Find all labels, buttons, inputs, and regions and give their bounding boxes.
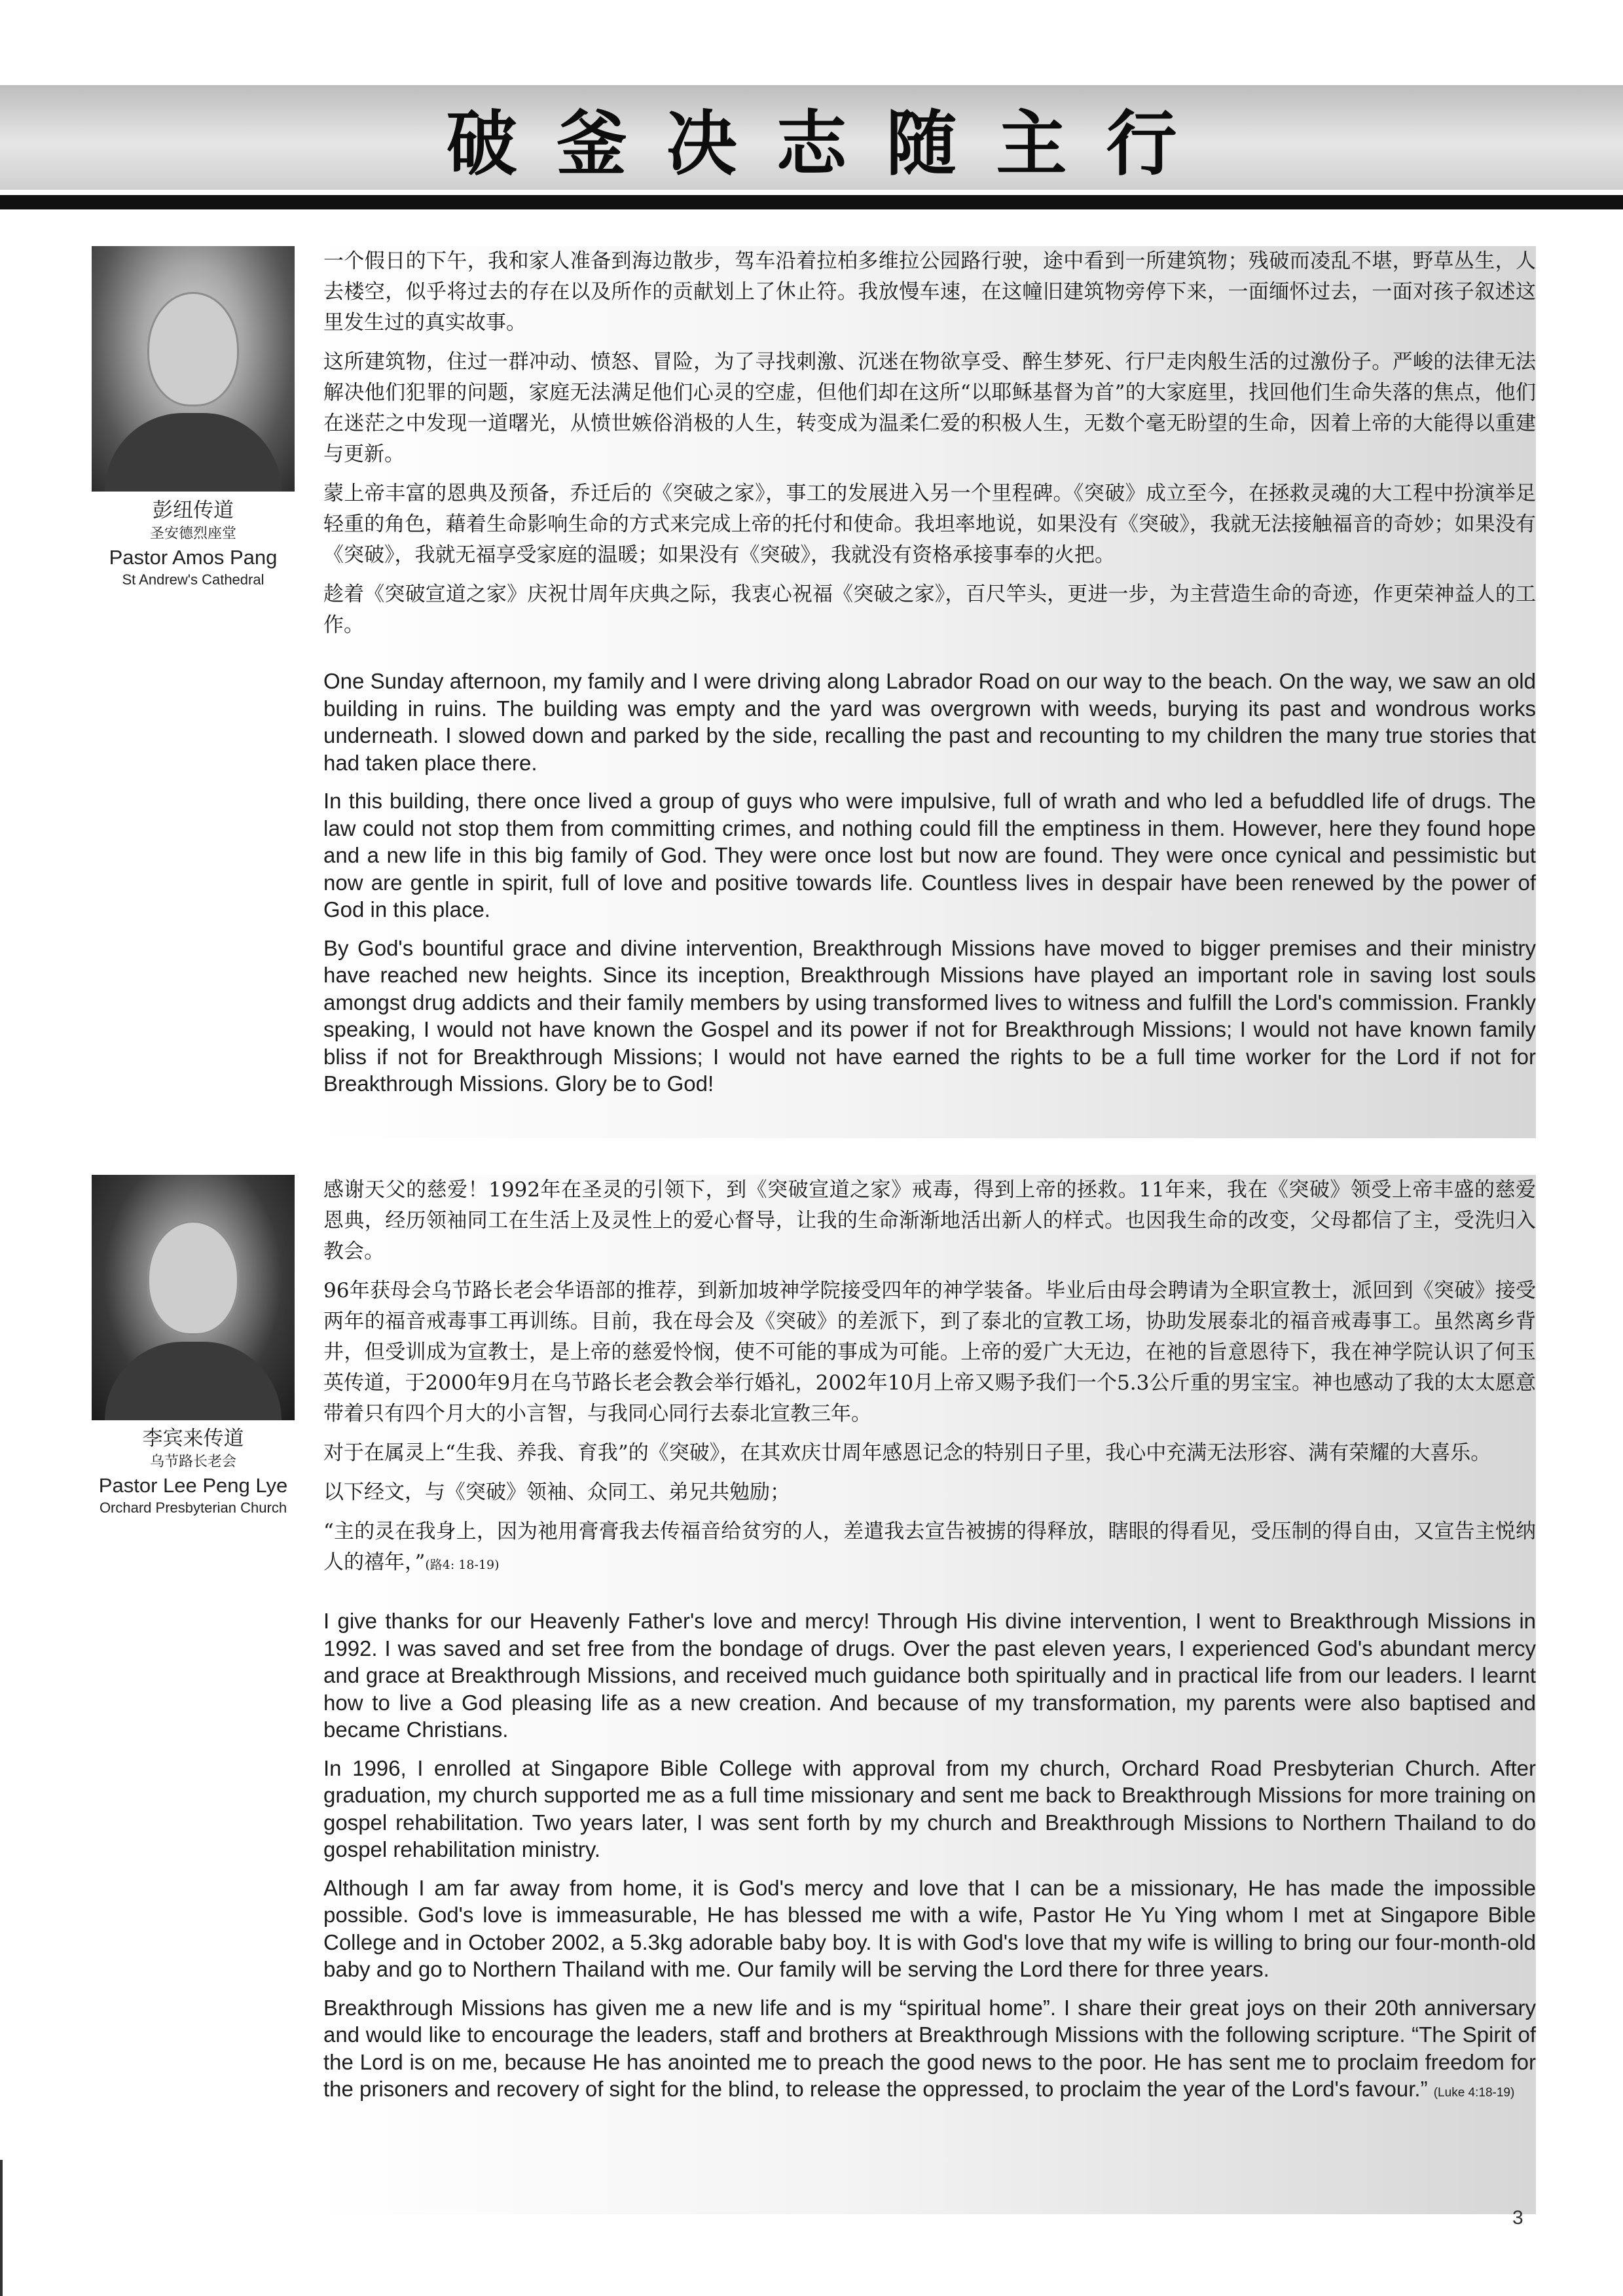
paragraph-en: Although I am far away from home, it is God's mercy and love that I can be a missionary, He has made the impossible possible. God's love is immeasurable, He has blessed me with a wife, Pastor He Yu Ying whom I met at Singapore Bible College and in October 2002, a 5.3kg adorable baby boy. It is with God's love that my wife is willing to bring our four-month-old baby and go to Northern Thailand with me. Our family will be serving the Lord there for three years.: [323, 1875, 1536, 1981]
paragraph-zh: 趁着《突破宣道之家》庆祝廿周年庆典之际，我衷心祝福《突破之家》，百尺竿头，更进一步，为主营造生命的奇迹，作更荣神益人的工作。: [323, 583, 1536, 637]
portrait-photo-lee-peng-lye: [92, 1175, 295, 1420]
paragraph-zh: 蒙上帝丰富的恩典及预备，乔迁后的《突破之家》，事工的发展进入另一个里程碑。《突破》成立至今，在拯救灵魂的大工程中扮演举足轻重的角色，藉着生命影响生命的方式来完成上帝的托付和使命。我坦率地说，如果没有《突破》，我就无法接触福音的奇妙；如果没有《突破》，我就无福享受家庭的温暖；如果没有《突破》，我就没有资格承接事奉的火把。: [323, 482, 1536, 567]
page-title: 破釜决志随主行: [446, 102, 1216, 185]
scripture-paragraph-en: [323, 1994, 1536, 2107]
spacer: [323, 649, 1536, 668]
paragraph-en: By God's bountiful grace and divine intervention, Breakthrough Missions have moved to bigger premises and their ministry have reached new heights. Since its inception, Breakthrough Missions have played an important role in saving lost souls amongst drug addicts and their family members by using transformed lives to witness and fulfill the Lord's commission. Frankly speaking, I would not have known the Gospel and its power if not for Breakthrough Missions; I would not have known family bliss if not for Breakthrough Missions; I would not have earned the rights to be a full time worker for the Lord if not for Breakthrough Missions. Glory be to God!: [323, 935, 1536, 1096]
header-rule: [0, 195, 1623, 209]
paragraph-zh: 感谢天父的慈爱！1992年在圣灵的引领下，到《突破宣道之家》戒毒，得到上帝的拯救。11年来，我在《突破》领受上帝丰盛的慈爱恩典，经历领袖同工在生活上及灵性上的爱心督导，让我的生命渐渐地活出新人的样式。也因我生命的改变，父母都信了主，受洗归入教会。: [323, 1178, 1536, 1263]
author-church-zh: 圣安德烈座堂: [149, 526, 236, 542]
paragraph-en: I give thanks for our Heavenly Father's love and mercy! Through His divine intervention, I went to Breakthrough Missions in 1992. I was saved and set free from the bondage of drugs. Over the past eleven years, I experienced God's abundant mercy and grace at Breakthrough Missions, and received much guidance both spiritually and in practical life from our leaders. I learnt how to live a God pleasing life as a new creation. And because of my transformation, my parents were also baptised and became Christians.: [323, 1609, 1536, 1742]
author-name-en: Pastor Lee Peng Lye: [98, 1474, 288, 1497]
portrait-photo-amos-pang: [92, 246, 295, 492]
author-name-zh: 李宾来传道: [142, 1427, 244, 1450]
portrait-shoulders: [105, 1342, 282, 1420]
author-church-en: Orchard Presbyterian Church: [99, 1499, 287, 1516]
scripture-text-en: Breakthrough Missions has given me a new life and is my “spiritual home”. I share their great joys on their 20th anniversary and would like to encourage the leaders, staff and brothers at Breakthrough Missions with the following scripture. “The Spirit of the Lord is on me, because He has anointed me to preach the good news to the poor. He has sent me to proclaim freedom for the prisoners and recovery of sight for the blind, to release the oppressed, to proclaim the year of the Lord's favour.”: [323, 1995, 1536, 2101]
portrait-face: [147, 292, 239, 406]
edge-mark: [0, 2160, 3, 2296]
caption-amos-pang: [79, 497, 308, 589]
portrait-shoulders: [105, 413, 282, 492]
page-number: 3: [1512, 2207, 1523, 2229]
paragraph-zh: 以下经文，与《突破》领袖、众同工、弟兄共勉励；: [323, 1480, 790, 1504]
caption-lee-peng-lye: [79, 1426, 308, 1517]
spacer: [323, 1589, 1536, 1607]
scripture-quote-zh: [323, 1516, 1536, 1581]
paragraph-en: In this building, there once lived a group of guys who were impulsive, full of wrath and who led a befuddled life of drugs. The law could not stop them from committing crimes, and nothing could fill the emptiness in them. However, here they found hope and a new life in this big family of God. They were once lost but now are found. They were once cynical and pessimistic but now are gentle in spirit, full of love and positive towards life. Countless lives in despair have been renewed by the power of God in this place.: [323, 789, 1536, 922]
paragraph-zh: 一个假日的下午，我和家人准备到海边散步，驾车沿着拉柏多维拉公园路行驶，途中看到一所建筑物；残破而凌乱不堪，野草丛生，人去楼空，似乎将过去的存在以及所作的贡献划上了休止符。我放慢车速，在这幢旧建筑物旁停下来，一面缅怀过去，一面对孩子叙述这里发生过的真实故事。: [323, 249, 1536, 334]
author-name-en: Pastor Amos Pang: [109, 546, 278, 569]
paragraph-en: One Sunday afternoon, my family and I were driving along Labrador Road on our way to the beach. On the way, we saw an old building in ruins. The building was empty and the yard was overgrown with weeds, burying its past and wondrous works underneath. I slowed down and parked by the side, recalling the past and recounting to my children the many true stories that had taken place there.: [323, 669, 1536, 775]
testimony-panel-amos-pang: [312, 246, 1536, 1138]
scripture-text-zh: “主的灵在我身上，因为祂用膏膏我去传福音给贫穷的人，差遣我去宣告被掳的得释放，瞎眼的得看见，受压制的得自由，又宣告主悦纳人的禧年，”: [323, 1520, 1536, 1574]
paragraph-zh: 这所建筑物，住过一群冲动、愤怒、冒险，为了寻找刺激、沉迷在物欲享受、醉生梦死、行尸走肉般生活的过激份子。严峻的法律无法解决他们犯罪的问题，家庭无法满足他们心灵的空虚，但他们却在这所“以耶稣基督为首”的大家庭里，找回他们生命失落的焦点，他们在迷茫之中发现一道曙光，从愤世嫉俗消极的人生，转变成为温柔仁爱的积极人生，无数个毫无盼望的生命，因着上帝的大能得以重建与更新。: [323, 350, 1536, 466]
paragraph-zh: 96年获母会乌节路长老会华语部的推荐，到新加坡神学院接受四年的神学装备。毕业后由母会聘请为全职宣教士，派回到《突破》接受两年的福音戒毒事工再训练。目前，我在母会及《突破》的差派下，到了泰北的宣教工场，协助发展泰北的福音戒毒事工。虽然离乡背井，但受训成为宣教士，是上帝的慈爱怜悯，使不可能的事成为可能。上帝的爱广大无边，在祂的旨意恩待下，我在神学院认识了何玉英传道，于2000年9月在乌节路长老会教会举行婚礼，2002年10月上帝又赐予我们一个5.3公斤重的男宝宝。神也感动了我的太太愿意带着只有四个月大的小言智，与我同心同行去泰北宣教三年。: [323, 1279, 1536, 1426]
header-banner: [0, 85, 1623, 190]
paragraph-zh: 对于在属灵上“生我、养我、育我”的《突破》，在其欢庆廿周年感恩记念的特别日子里，我心中充满无法形容、满有荣耀的大喜乐。: [323, 1441, 1491, 1465]
author-church-zh: 乌节路长老会: [149, 1454, 236, 1470]
scripture-ref-en: (Luke 4:18-19): [1433, 2086, 1515, 2100]
portrait-face: [147, 1221, 239, 1335]
author-name-zh: 彭纽传道: [153, 499, 234, 522]
author-church-en: St Andrew's Cathedral: [122, 571, 264, 588]
scripture-ref-zh: (路4: 18-19): [425, 1558, 500, 1572]
testimony-panel-lee-peng-lye: [312, 1175, 1536, 2214]
paragraph-en: In 1996, I enrolled at Singapore Bible College with approval from my church, Orchard Road Presbyterian Church. After graduation, my church supported me as a full time missionary and sent me back to Breakthrough Missions for more training on gospel rehabilitation. Two years later, I was sent forth by my church and Breakthrough Missions to Northern Thailand to do gospel rehabilitation ministry.: [323, 1755, 1536, 1861]
